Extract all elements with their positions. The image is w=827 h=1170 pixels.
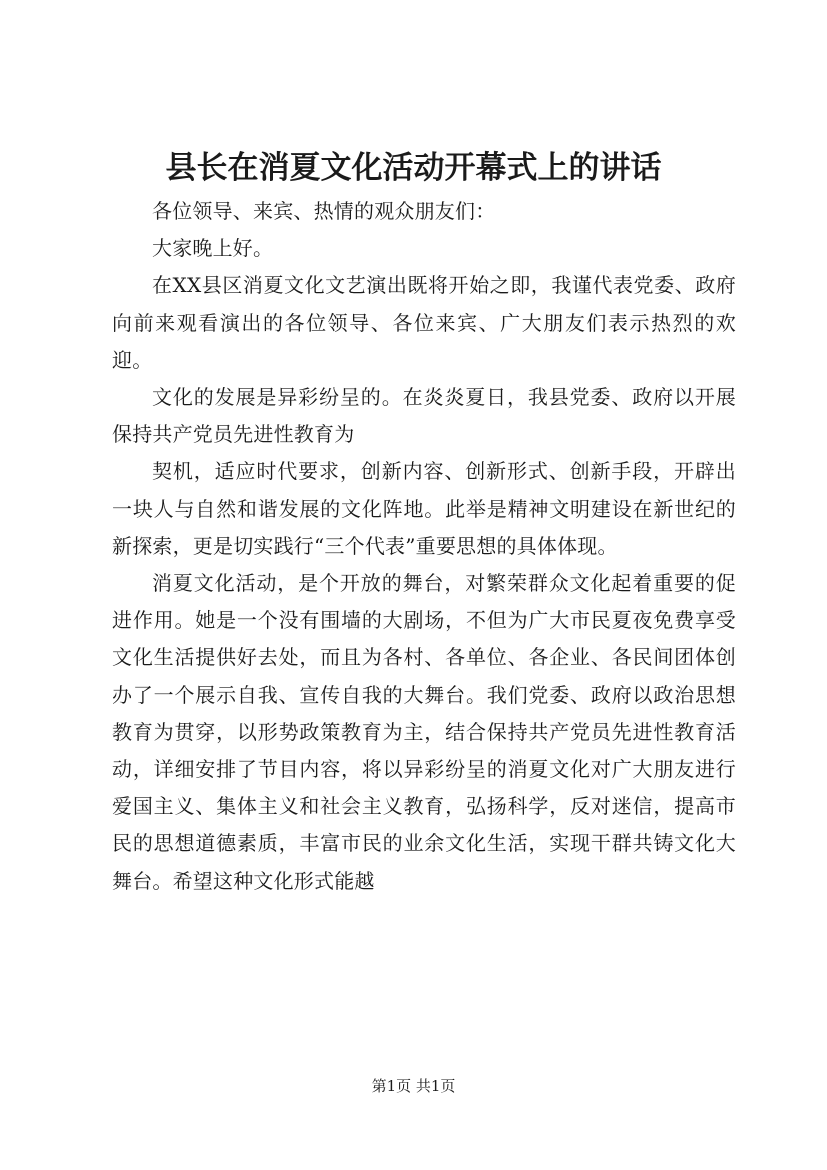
paragraph-summer-activity: 消夏文化活动，是个开放的舞台，对繁荣群众文化起着重要的促进作用。她是一个没有围墙的大剧场，不但为广大市民夏夜免费享受文化生活提供好去处，而且为各村、各单位、各企业、各民间团体创办了一个展示自我、宣传自我的大舞台。我们党委、政府以政治思想教育为贯穿，以形势政策教育为主，结合保持共产党员先进性教育活动，详细安排了节目内容，将以异彩纷呈的消夏文化对广大朋友进行爱国主义、集体主义和社会主义教育，弘扬科学，反对迷信，提高市民的思想道德素质，丰富市民的业余文化生活，实现干群共铸文化大舞台。希望这种文化形式能越 [112, 571, 736, 893]
paragraph-culture-development: 文化的发展是异彩纷呈的。在炎炎夏日，我县党委、政府以开展保持共产党员先进性教育为 [112, 385, 736, 447]
paragraph-welcome: 在XX县区消夏文化文艺演出既将开始之即，我谨代表党委、政府向前来观看演出的各位领导、各位来宾、广大朋友们表示热烈的欢迎。 [112, 273, 736, 372]
paragraph-salutation: 大家晚上好。 [152, 236, 274, 261]
paragraph-greeting: 各位领导、来宾、热情的观众朋友们： [152, 199, 496, 223]
document-title: 县长在消夏文化活动开幕式上的讲话 [165, 150, 662, 186]
page-footer: 第1页 共1页 [371, 1077, 456, 1095]
paragraph-opportunity: 契机，适应时代要求，创新内容、创新形式、创新手段，开辟出一块人与自然和谐发展的文化阵地。此举是精神文明建设在新世纪的新探索，更是切实践行“三个代表”重要思想的具体体现。 [112, 459, 736, 558]
document-body [112, 193, 736, 900]
